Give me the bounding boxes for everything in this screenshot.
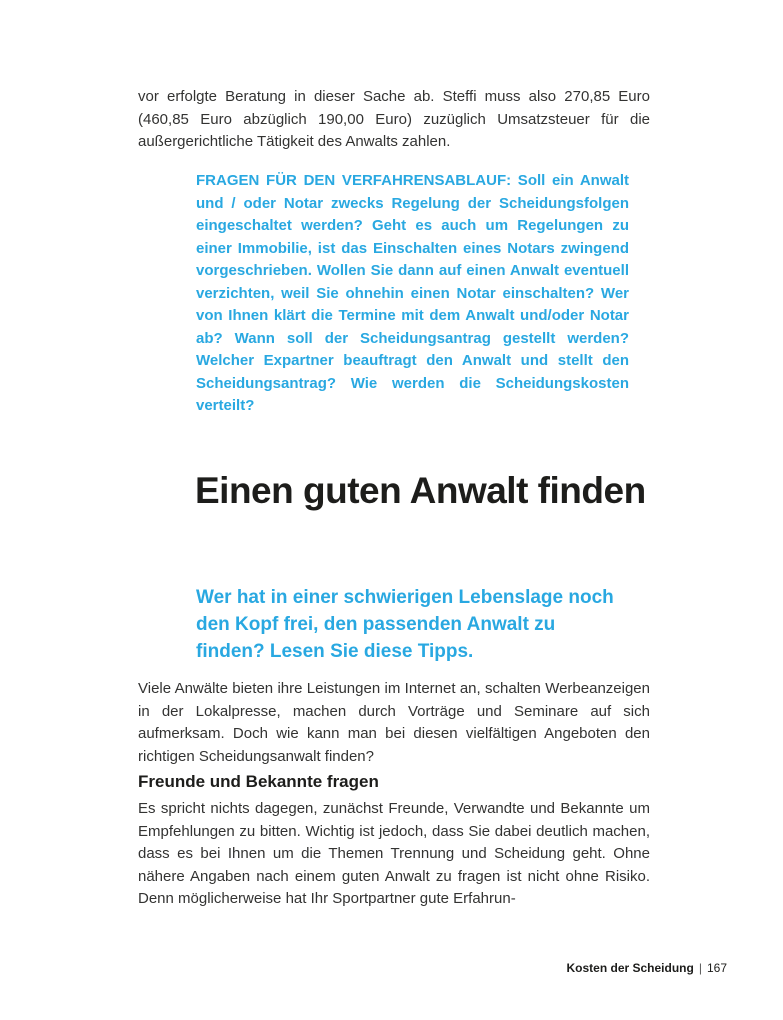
callout-label: FRAGEN FÜR DEN VERFAHRENSABLAUF: — [196, 172, 512, 189]
body-paragraph-1: Viele Anwälte bieten ihre Leistungen im Internet an, schalten Werbeanzeigen in der Lokalpresse, machen durch Vorträge und Seminare auf sich aufmerksam. Doch wie kann man bei diesen vielfältigen Angeboten den richtigen Scheidungsanwalt finden? — [138, 680, 650, 765]
callout-block — [196, 170, 629, 418]
chapter-title: Einen guten Anwalt finden — [195, 470, 646, 511]
section-heading: Freunde und Bekannte fragen — [138, 772, 379, 791]
footer-separator: | — [698, 961, 702, 975]
body-paragraph-2: Es spricht nichts dagegen, zunächst Freunde, Verwandte und Bekannte um Empfehlungen zu bitten. Wichtig ist jedoch, dass Sie dabei deutlich machen, dass es bei Ihnen um die Themen Trennung und Scheidung geht. Ohne nähere Angaben nach einem guten Anwalt zu fragen ist nicht ohne Risiko. Denn möglicherweise hat Ihr Sportpartner gute Erfahrun- — [138, 800, 650, 907]
lead-paragraph: Wer hat in einer schwierigen Lebenslage noch den Kopf frei, den passenden Anwalt zu finden? Lesen Sie diese Tipps. — [196, 587, 614, 662]
intro-paragraph: vor erfolgte Beratung in dieser Sache ab. Steffi muss also 270,85 Euro (460,85 Euro abzüglich 190,00 Euro) zuzüglich Umsatzsteuer für die außergerichtliche Tätigkeit des Anwalts zahlen. — [138, 88, 650, 150]
footer-page-number: 167 — [706, 961, 727, 975]
page-footer — [566, 960, 727, 976]
footer-chapter-label: Kosten der Scheidung — [566, 961, 694, 975]
callout-text: Soll ein Anwalt und / oder Notar zwecks Regelung der Scheidungsfolgen eingeschaltet werden? Geht es auch um Regelungen zu einer Immobilie, ist das Einschalten eines Notars zwingend vorgeschrieben. Wollen Sie dann auf einen Anwalt eventuell verzichten, weil Sie ohnehin einen Notar einschalten? Wer von Ihnen klärt die Termine mit dem Anwalt und/oder Notar ab? Wann soll der Scheidungsantrag gestellt werden? Welcher Expartner beauftragt den Anwalt und stellt den Scheidungsantrag? Wie werden die Scheidungskosten verteilt? — [196, 172, 629, 414]
